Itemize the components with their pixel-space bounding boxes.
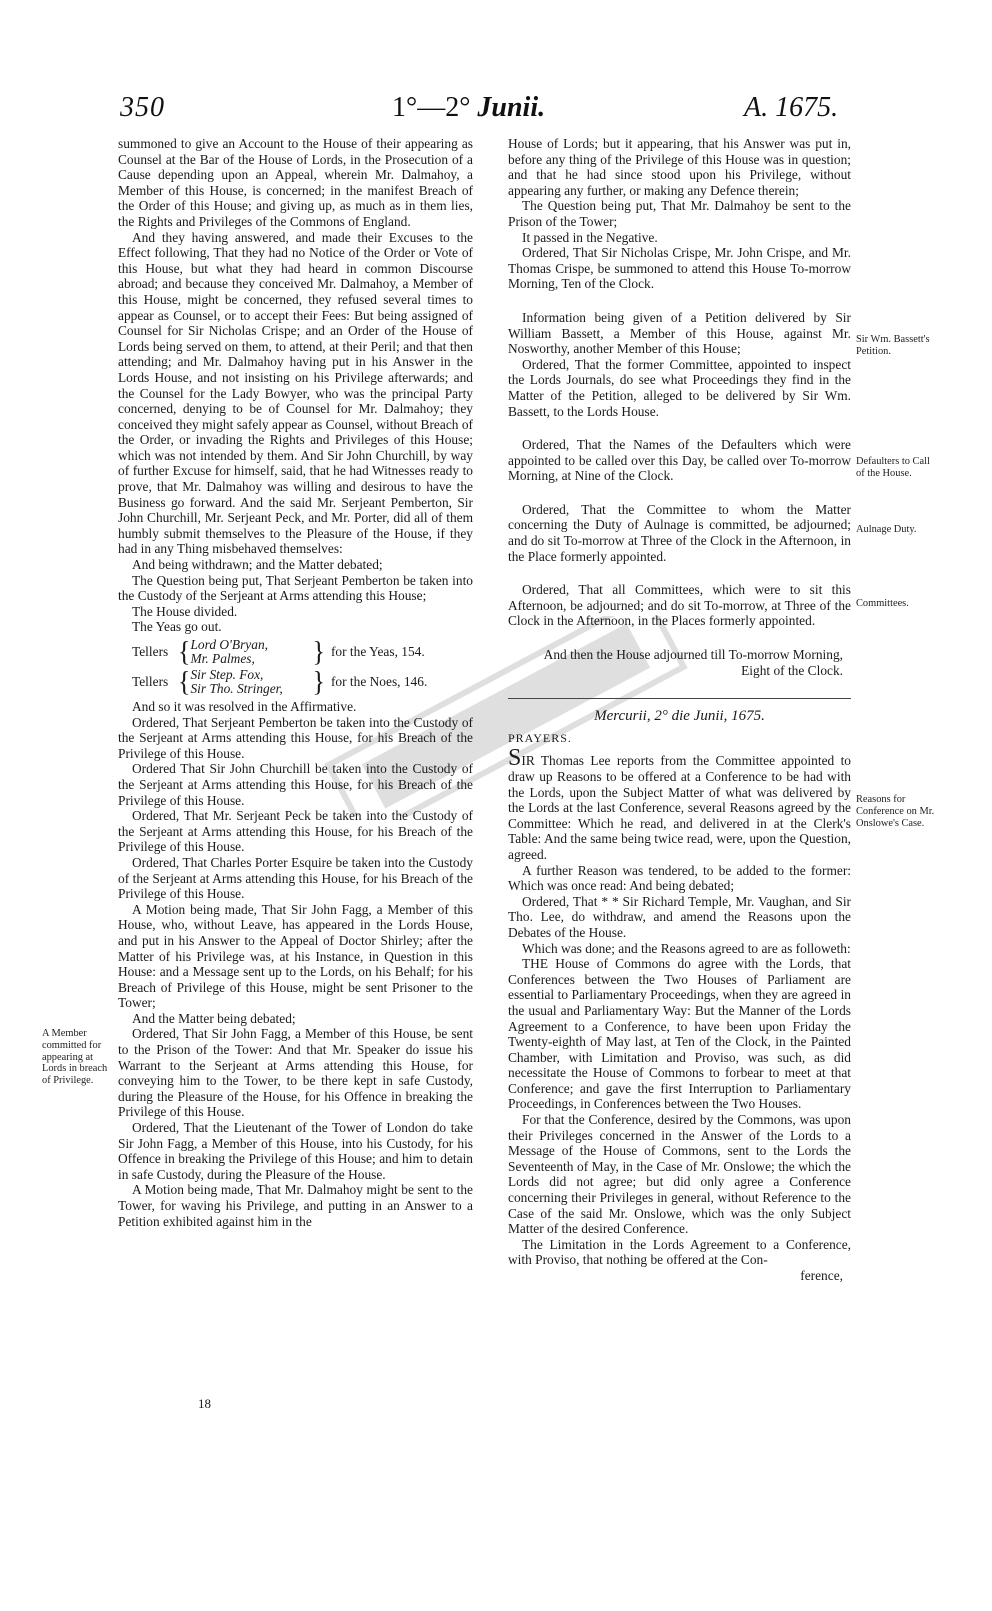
margin-note: Defaulters to Call of the House. [856, 456, 930, 479]
teller-name: Mr. Palmes, [190, 651, 255, 666]
teller-names [190, 668, 312, 696]
teller-result: for the Noes, 146. [330, 674, 428, 690]
paragraph: Ordered, That Serjeant Pemberton be taken into the Custody of the Serjeant at Arms attending this House, for his Breach of the Privilege of this House. [118, 714, 473, 761]
teller-result: for the Yeas, 154. [330, 644, 425, 660]
margin-note: Sir Wm. Bassett's Petition. [856, 334, 930, 357]
paragraph: For that the Conference, desired by the Commons, was upon their Privileges concerned in the Answer of the Lords to a Message of the House of Commons, sent to the Lords the Seventeenth of May, in the Case of Mr. Onslowe; the which the Lords did not agree; but did only agree a Conference concerning their Privileges in general, without Reference to the Case of the said Mr. Onslowe, which was the only Subject Matter of the desired Conference. [508, 1112, 851, 1237]
paragraph: The Question being put, That Mr. Dalmahoy be sent to the Prison of the Tower; [508, 198, 851, 229]
right-column [508, 136, 851, 1284]
teller-label: Tellers [132, 644, 169, 660]
tellers-block [132, 637, 473, 697]
margin-note: A Member committed for appearing at Lords in breach of Privilege. [42, 1028, 108, 1087]
brace: } [312, 635, 325, 668]
teller-row [132, 667, 473, 697]
paragraph: Ordered, That Sir John Fagg, a Member of this House, be sent to the Prison of the Tower: And that Mr. Speaker do issue his Warrant to the Serjeant at Arms attending this House, for conveying him to the Tower, to be there kept in safe Custody, during the Pleasure of the House, for his Offence in breaking the Privilege of this House. [118, 1026, 473, 1120]
paragraph: Ordered That Sir John Churchill be taken into the Custody of the Serjeant at Arms attending this House, for his Breach of the Privilege of this House. [118, 761, 473, 808]
paragraph: Which was done; and the Reasons agreed to are as followeth: [522, 940, 851, 956]
paragraph: Ordered, That Mr. Serjeant Peck be taken into the Custody of the Serjeant at Arms attending this House, for his Breach of the Privilege of this House. [118, 808, 473, 855]
margin-note: Committees. [856, 598, 909, 609]
paragraph: The Question being put, That Serjeant Pemberton be taken into the Custody of the Serjeant at Arms attending this House; [118, 572, 473, 604]
paragraph: A Motion being made, That Mr. Dalmahoy might be sent to the Tower, for waving his Privilege, and putting in an Answer to a Petition exhibited against him in the [118, 1182, 473, 1229]
section-title: Mercurii, 2° die Junii, 1675. [594, 708, 765, 725]
paragraph-text: IR Thomas Lee reports from the Committee appointed to draw up Reasons to be offered at a Conference to be had with the Lords, upon the Subject Matter of what was delivered by the Lords at the last Conference, several Reasons agreed by the Committee: Which he read, and delivered in at the Clerk's Table: And the same being twice read, were, upon the Question, agreed. [508, 753, 851, 862]
teller-name: Lord O'Bryan, [190, 637, 268, 652]
paragraph: And the Matter being debated; [132, 1010, 296, 1026]
paragraph: A further Reason was tendered, to be added to the former: Which was once read: And being debated; [508, 862, 851, 894]
paragraph: House of Lords; but it appearing, that his Answer was put in, before any thing of the Privilege of this House was in question; and that he had since stood upon his Privilege, without appearing any further, or making any Defence therein; [508, 136, 851, 198]
teller-row [132, 637, 473, 667]
paragraph: It passed in the Negative. [522, 229, 658, 245]
month-label: Junii. [477, 92, 546, 123]
teller-names [190, 638, 312, 666]
paragraph: And they having answered, and made their Excuses to the Effect following, That they had no Notice of the Order or Vote of this House, but what they had heard in common Discourse abroad; and because they conceived Mr. Dalmahoy, a Member of this House, might be concerned, they refused several times to appear as Counsel, or to accept their Fees: But being assigned of Counsel for Sir Nicholas Crispe; and an Order of the House of Lords being served on them, to attend, at their Peril; and that then attending; and Mr. Dalmahoy having put in his Answer in the Lords House, and not insisting on his Privilege afterwards; and the Counsel for the Lady Bowyer, who was the principal Party concerned, denying to be of Counsel for Mr. Dalmahoy; they conceived they might safely appear as Counsel, without Breach of the Order, or invading the Rights and Privileges of this House; which was not intended by them. And Sir John Churchill, by way of further Excuse for himself, said, that he had Witnesses ready to prove, that Mr. Dalmahoy was willing and desirous to have the Business go forward. And the said Mr. Serjeant Pemberton, Sir John Churchill, Mr. Serjeant Peck, and Mr. Porter, did all of them humbly submit themselves to the Pleasure of the House, if they had in any Thing misbehaved themselves: [118, 229, 473, 557]
prayers-heading: PRAYERS. [508, 730, 572, 745]
page-date-header [392, 92, 545, 132]
teller-name: Sir Tho. Stringer, [190, 681, 283, 696]
paragraph: THE House of Commons do agree with the Lords, that Conferences between the Two Houses of Parliament are essential to Parliamentary Proceedings, when they are agreed in the usual and Parliamentary Way: But the Manner of the Lords Agreement to a Conference, to have been upon Friday the Twenty-eighth of May last, at Ten of the Clock, in the Painted Chamber, with Limitation and Proviso, was such, as did necessitate the House of Commons to forbear to meet at that Conference; and gave the first Interruption to Parliamentary Proceedings, in Conferences between the Two Houses. [508, 956, 851, 1112]
brace: } [312, 665, 325, 698]
paragraph: Ordered, That the former Committee, appointed to inspect the Lords Journals, do see what Proceedings they find in the Matter of the Petition, alleged to be delivered by Sir Wm. Bassett, to the Lords House. [508, 356, 851, 419]
signature-mark: 18 [198, 1396, 211, 1411]
paragraph: Ordered, That the Committee to whom the Matter concerning the Duty of Aulnage is committed, be adjourned; and do sit To-morrow at Three of the Clock in the Afternoon, in the Place formerly appointed. [508, 501, 851, 564]
paragraph: summoned to give an Account to the House of their appearing as Counsel at the Bar of the House of Lords, in the Prosecution of a Cause depending upon an Appeal, wherein Mr. Dalmahoy, a Member of this House, is concerned; in the manifest Breach of the Order of this House; and giving up, as much as in them lies, the Rights and Privileges of the Commons of England. [118, 136, 473, 229]
paragraph: Ordered, That Charles Porter Esquire be taken into the Custody of the Serjeant at Arms attending this House, for his Breach of the Privilege of this House. [118, 854, 473, 902]
year-header: A. 1675. [744, 92, 839, 123]
paragraph: Ordered, That the Names of the Defaulters which were appointed to be called over this Day, be called over To-morrow Morning, at Nine of the Clock. [508, 437, 851, 484]
paragraph: Ordered, That all Committees, which were to sit this Afternoon, be adjourned; and do sit To-morrow, at Three of the Clock in the Afternoon, in the Places formerly appointed. [508, 582, 851, 629]
teller-name: Sir Step. Fox, [190, 667, 264, 682]
margin-note: Aulnage Duty. [856, 524, 917, 535]
catchword: ference, [800, 1268, 843, 1283]
date-range: 1°—2° [392, 92, 471, 123]
paragraph: The Yeas go out. [132, 619, 222, 635]
section-divider [508, 698, 851, 699]
page-number: 350 [120, 92, 165, 123]
drop-cap: S [508, 745, 522, 772]
margin-note: Reasons for Conference on Mr. Onslowe's Case. [856, 794, 935, 829]
paragraph: Ordered, That * * Sir Richard Temple, Mr. Vaughan, and Sir Tho. Lee, do withdraw, and amend the Reasons upon the Debates of the House. [508, 893, 851, 940]
paragraph: The Limitation in the Lords Agreement to a Conference, with Proviso, that nothing be offered at the Con- [508, 1236, 851, 1268]
teller-label: Tellers [132, 674, 169, 690]
left-column [118, 136, 473, 1229]
paragraph: And so it was resolved in the Affirmative. [132, 699, 357, 714]
paragraph [508, 745, 851, 862]
adjournment-line: And then the House adjourned till To-morrow Morning, Eight of the Clock. [543, 647, 843, 678]
brace: { [178, 635, 191, 668]
paragraph: The House divided. [132, 603, 238, 619]
paragraph: Information being given of a Petition delivered by Sir William Bassett, a Member of this House, against Mr. Nosworthy, another Member of this House; [508, 309, 851, 357]
paragraph: Ordered, That the Lieutenant of the Tower of London do take Sir John Fagg, a Member of this House, into his Custody, for his Offence in breaking the Privilege of this House; and him to detain in safe Custody, during the Pleasure of the House. [118, 1120, 473, 1182]
brace: { [178, 665, 191, 698]
paragraph: And being withdrawn; and the Matter debated; [132, 557, 383, 573]
paragraph: A Motion being made, That Sir John Fagg, a Member of this House, who, without Leave, has appeared in the Lords House, and put in his Answer to the Appeal of Doctor Shirley; after the Matter of his Privilege was, at his Instance, in Question in this House: and a Message sent up to the Lords, on his Behalf; for his Breach of Privilege of this House, might be sent Prisoner to the Tower; [118, 901, 473, 1011]
paragraph: Ordered, That Sir Nicholas Crispe, Mr. John Crispe, and Mr. Thomas Crispe, be summoned to attend this House To-morrow Morning, Ten of the Clock. [508, 245, 851, 292]
